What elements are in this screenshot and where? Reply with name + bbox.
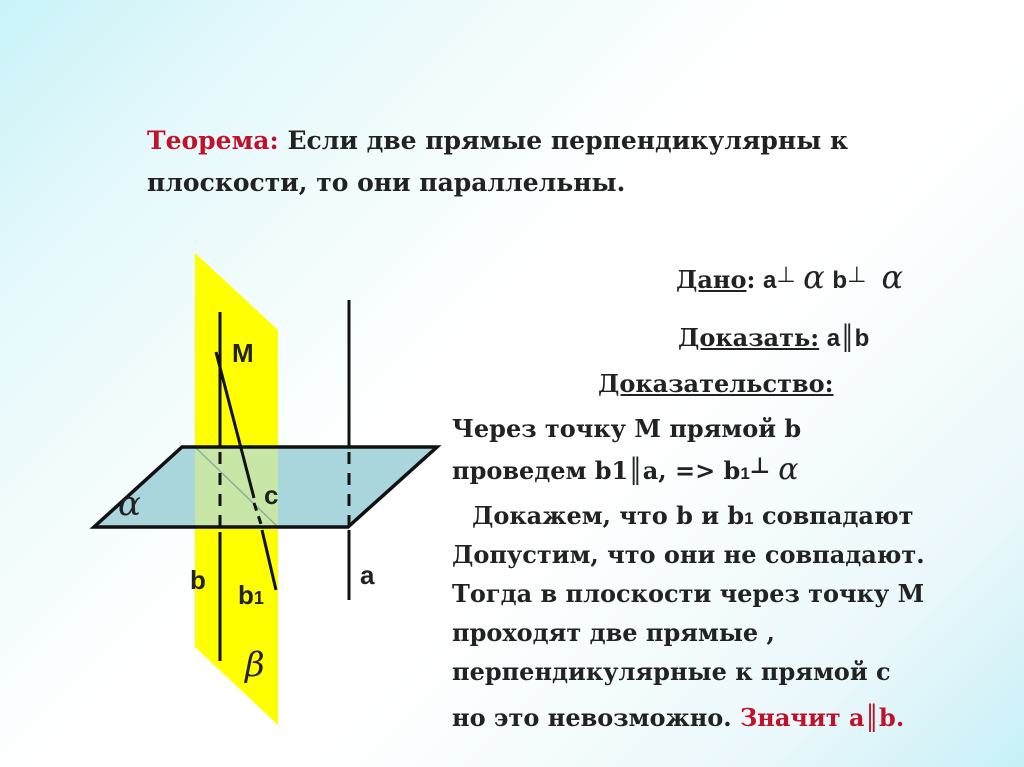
prove-label: Доказать: [678,323,820,352]
proof-line-6: проходят две прямые , [452,618,775,647]
theorem-label: Теорема: [147,126,279,155]
proof-title: Доказательство: [598,369,834,398]
label-line-c: c [264,480,279,510]
given-b: b [832,267,848,294]
given-a: a [762,267,777,294]
proof-line-8: но это невозможно. Значит а║b. [452,703,905,732]
perp-symbol-2: ⊥ [847,263,867,288]
given-alpha-1: α [803,258,825,296]
prove-a: a [826,325,841,352]
theorem-text: Если две прямые перпендикулярны к плоскости, то они параллельны. [147,126,849,197]
given-line [676,258,903,296]
proof-conclusion: Значит а║b. [740,703,905,732]
label-point-M: M [232,338,254,368]
proof-line-1: Через точку М прямой b [452,414,802,443]
label-plane-alpha: α [118,484,141,524]
perp-symbol: ⊥ [776,263,796,288]
label-line-a: a [360,560,375,590]
proof-line-3: Докажем, что b и b1 совпадают [472,501,914,530]
prove-b: b [854,325,870,352]
given-colon: : [746,265,756,294]
proof-line-4: Допустим, что они не совпадают. [452,540,925,569]
prove-line [678,323,869,353]
parallel-symbol: ║ [840,324,855,352]
proof-line-5: Тогда в плоскости через точку М [452,579,925,608]
given-alpha-2: α [881,258,904,296]
proof-line-7: перпендикулярные к прямой с [452,657,891,686]
proof-alpha: α [778,452,799,487]
proof-line-2: проведем b1║a, => b1⊥ α [452,452,799,487]
given-label: Дано [676,265,747,294]
label-plane-beta: β [245,645,265,685]
label-line-b: b [190,565,206,595]
label-line-b1: b1 [238,580,264,610]
